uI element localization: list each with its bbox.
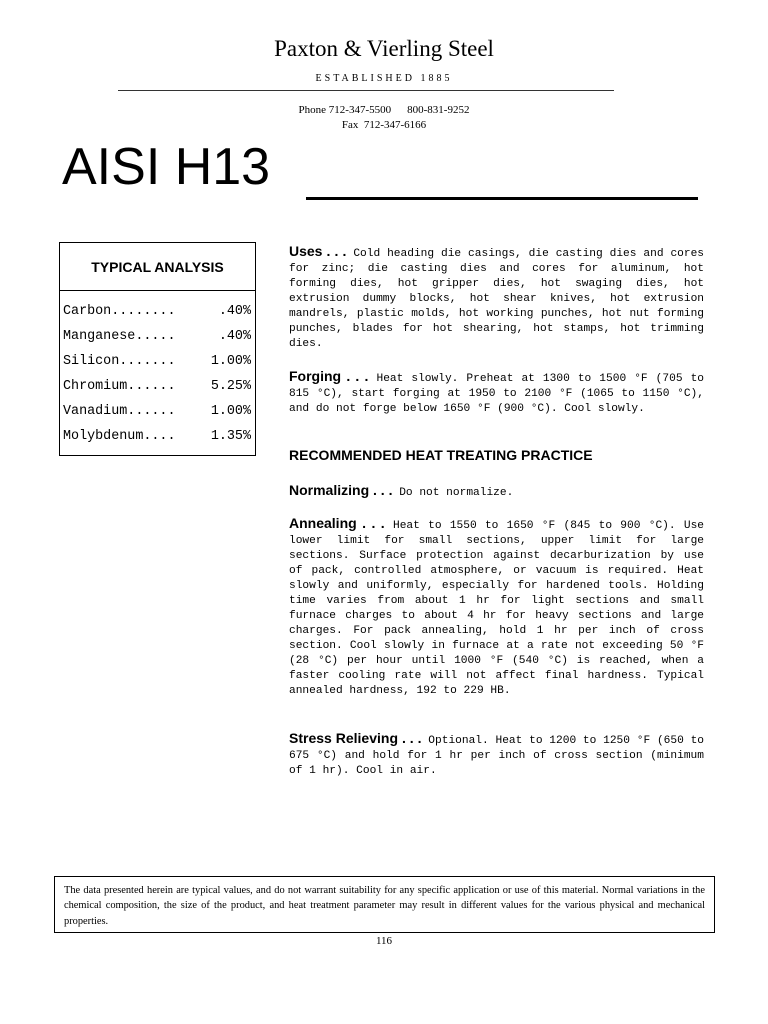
typical-analysis-table	[59, 242, 256, 456]
phone-line	[0, 104, 768, 116]
element-value: .40%	[218, 304, 251, 319]
element-name: Carbon........	[63, 304, 176, 319]
phone-label: Phone	[298, 104, 327, 116]
phone-number-1: 712-347-5500	[328, 104, 392, 116]
normalizing-section	[289, 483, 704, 501]
analysis-row	[63, 354, 251, 374]
uses-text: Cold heading die casings, die casting dies and cores for zinc; die casting dies and cores for aluminum, hot forming dies, hot gripper dies, hot swaging dies, hot extrusion dummy blocks, hot shear knives, hot extrusion mandrels, plastic molds, hot working punches, hot nut forming punches, blades for hot shearing, hot stamps, hot trimming dies.	[289, 248, 705, 350]
page-title: AISI H13	[62, 138, 271, 196]
disclaimer-text: The data presented herein are typical values, and do not warrant suitability for any specific application or use of this material. Normal variations in the chemical composition, the size of the product, and heat treatment parameter may result in different values for the various physical and mechanical properties.	[64, 885, 705, 927]
element-name: Silicon.......	[63, 354, 176, 369]
stress-relieving-section	[289, 731, 704, 779]
company-name: Paxton & Vierling Steel	[274, 36, 494, 61]
uses-label: Uses . . .	[289, 243, 347, 259]
established-line: ESTABLISHED 1885	[315, 73, 453, 84]
analysis-row	[63, 429, 251, 449]
header-divider	[118, 90, 614, 91]
element-value: 1.35%	[210, 429, 251, 444]
stress-relieving-label: Stress Relieving . . .	[289, 730, 422, 746]
normalizing-label: Normalizing . . .	[289, 482, 393, 498]
element-name: Manganese.....	[63, 329, 176, 344]
fax-label: Fax	[341, 119, 359, 131]
forging-text: Heat slowly. Preheat at 1300 to 1500 °F (705 to 815 °C), start forging at 1950 to 2100 °F (1065 to 1150 °C), and do not forge below 1650 °F (900 °C). Cool slowly.	[289, 373, 704, 415]
forging-section	[289, 369, 704, 417]
element-value: .40%	[218, 329, 251, 344]
analysis-row	[63, 304, 251, 324]
page-number: 116	[375, 935, 393, 947]
analysis-heading: TYPICAL ANALYSIS	[60, 243, 255, 291]
fax-number: 712-347-6166	[363, 119, 427, 131]
element-name: Molybdenum....	[63, 429, 176, 444]
element-value: 5.25%	[210, 379, 251, 394]
annealing-label: Annealing . . .	[289, 515, 385, 531]
phone-number-2: 800-831-9252	[407, 104, 470, 116]
element-value: 1.00%	[210, 404, 251, 419]
stress-relieving-text: Optional. Heat to 1200 to 1250 °F (650 to 675 °C) and hold for 1 hr per inch of cross section (minimum of 1 hr). Cool in air.	[289, 735, 705, 777]
annealing-text: Heat to 1550 to 1650 °F (845 to 900 °C). Use lower limit for small sections, upper limit for large sections. Surface protection against decarburization by use of pack, controlled atmosphere, or vacuum is required. Heat slowly and uniformly, especially for hardened tools. Holding time varies from about 1 hr for light sections and small furnace charges to about 4 hr for heavy sections and large charges. For pack annealing, hold 1 hr per inch of cross section. Cool slowly in furnace at a rate not exceeding 50 °F (28 °C) per hour until 1000 °F (540 °C) is reached, when a faster cooling rate will not affect final hardness. Typical annealed hardness, 192 to 229 HB.	[289, 520, 704, 697]
analysis-row	[63, 379, 251, 399]
heat-treating-heading: RECOMMENDED HEAT TREATING PRACTICE	[289, 447, 593, 463]
disclaimer-box	[54, 876, 715, 933]
element-name: Chromium......	[63, 379, 176, 394]
element-value: 1.00%	[210, 354, 251, 369]
normalizing-text: Do not normalize.	[399, 487, 514, 499]
analysis-row	[63, 329, 251, 349]
uses-section	[289, 244, 704, 352]
annealing-section	[289, 516, 704, 699]
title-underline	[306, 197, 698, 200]
fax-line	[0, 119, 768, 131]
element-name: Vanadium......	[63, 404, 176, 419]
analysis-row	[63, 404, 251, 424]
forging-label: Forging . . .	[289, 368, 369, 384]
